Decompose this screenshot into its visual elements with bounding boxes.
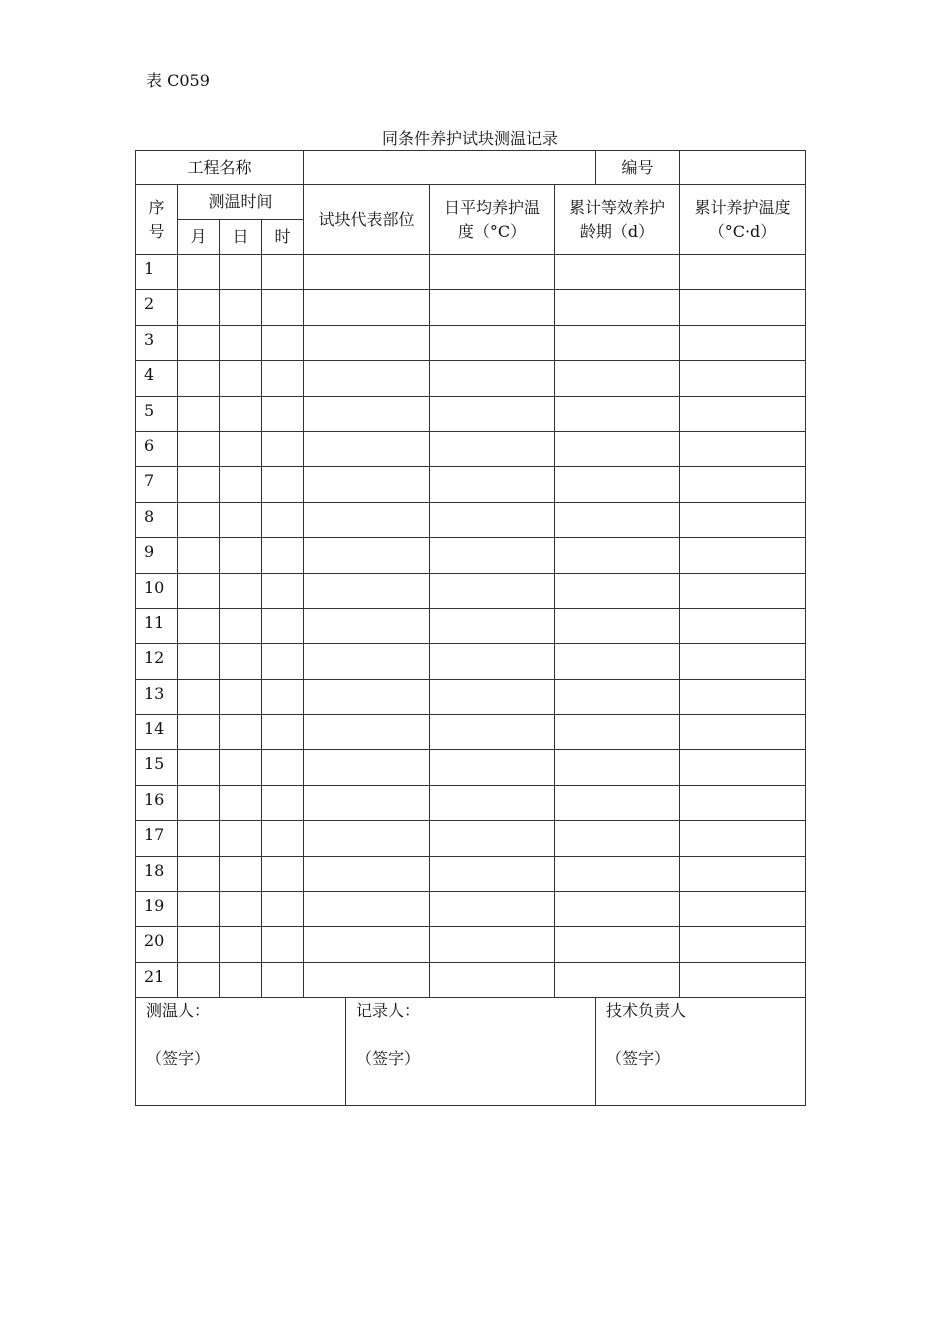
month-cell[interactable] bbox=[178, 927, 220, 962]
table-row bbox=[136, 856, 806, 891]
hour-cell[interactable] bbox=[262, 962, 304, 997]
table-row bbox=[136, 750, 806, 785]
hour-cell[interactable] bbox=[262, 255, 304, 290]
hour-cell[interactable] bbox=[262, 361, 304, 396]
table-row bbox=[136, 821, 806, 856]
equivalent-age-cell[interactable] bbox=[555, 927, 680, 962]
location-cell[interactable] bbox=[304, 325, 430, 360]
row-seq-number: 4 bbox=[136, 361, 178, 396]
day-cell[interactable] bbox=[220, 502, 262, 537]
seq-header bbox=[136, 185, 178, 255]
location-cell[interactable] bbox=[304, 396, 430, 431]
cumulative-temp-cell[interactable] bbox=[680, 396, 806, 431]
equivalent-age-cell[interactable] bbox=[555, 679, 680, 714]
row-seq-number: 21 bbox=[136, 962, 178, 997]
location-cell[interactable] bbox=[304, 927, 430, 962]
location-cell[interactable] bbox=[304, 821, 430, 856]
equivalent-age-cell[interactable] bbox=[555, 750, 680, 785]
hour-cell[interactable] bbox=[262, 396, 304, 431]
number-label: 编号 bbox=[596, 151, 680, 185]
cumulative-temp-cell[interactable] bbox=[680, 573, 806, 608]
table-row bbox=[136, 431, 806, 466]
avg-temp-header bbox=[430, 185, 555, 255]
day-cell[interactable] bbox=[220, 325, 262, 360]
table-row bbox=[136, 361, 806, 396]
avg-temp-cell[interactable] bbox=[430, 361, 555, 396]
equivalent-age-cell[interactable] bbox=[555, 856, 680, 891]
avg-temp-cell[interactable] bbox=[430, 644, 555, 679]
location-cell[interactable] bbox=[304, 255, 430, 290]
cumulative-temp-header-line1: 累计养护温度 bbox=[694, 197, 791, 217]
project-name-label: 工程名称 bbox=[136, 151, 304, 185]
table-row bbox=[136, 290, 806, 325]
location-cell[interactable] bbox=[304, 679, 430, 714]
hour-cell[interactable] bbox=[262, 892, 304, 927]
measurer-signature-cell[interactable] bbox=[136, 998, 346, 1106]
month-cell[interactable] bbox=[178, 467, 220, 502]
month-cell[interactable] bbox=[178, 679, 220, 714]
day-cell[interactable] bbox=[220, 821, 262, 856]
location-cell[interactable] bbox=[304, 750, 430, 785]
avg-temp-cell[interactable] bbox=[430, 325, 555, 360]
equivalent-age-header-line1: 累计等效养护 bbox=[569, 197, 666, 217]
project-name-field[interactable] bbox=[304, 151, 596, 185]
row-seq-number: 1 bbox=[136, 255, 178, 290]
signature-hint: （签字） bbox=[356, 1049, 421, 1069]
tech-lead-signature-label: 技术负责人 bbox=[606, 1001, 687, 1021]
cumulative-temp-cell[interactable] bbox=[680, 467, 806, 502]
cumulative-temp-cell[interactable] bbox=[680, 502, 806, 537]
month-cell[interactable] bbox=[178, 396, 220, 431]
day-cell[interactable] bbox=[220, 396, 262, 431]
avg-temp-cell[interactable] bbox=[430, 608, 555, 643]
location-cell[interactable] bbox=[304, 892, 430, 927]
month-cell[interactable] bbox=[178, 821, 220, 856]
hour-cell[interactable] bbox=[262, 573, 304, 608]
avg-temp-cell[interactable] bbox=[430, 502, 555, 537]
project-header-row bbox=[136, 151, 806, 185]
cumulative-temp-header bbox=[680, 185, 806, 255]
day-header: 日 bbox=[220, 220, 262, 255]
measurer-signature-label: 测温人： bbox=[146, 1001, 211, 1021]
hour-cell[interactable] bbox=[262, 856, 304, 891]
day-cell[interactable] bbox=[220, 962, 262, 997]
hour-cell[interactable] bbox=[262, 431, 304, 466]
equivalent-age-cell[interactable] bbox=[555, 361, 680, 396]
location-cell[interactable] bbox=[304, 290, 430, 325]
cumulative-temp-cell[interactable] bbox=[680, 679, 806, 714]
hour-cell[interactable] bbox=[262, 502, 304, 537]
day-cell[interactable] bbox=[220, 361, 262, 396]
hour-cell[interactable] bbox=[262, 821, 304, 856]
cumulative-temp-cell[interactable] bbox=[680, 361, 806, 396]
avg-temp-cell[interactable] bbox=[430, 715, 555, 750]
avg-temp-cell[interactable] bbox=[430, 679, 555, 714]
hour-cell[interactable] bbox=[262, 608, 304, 643]
equivalent-age-cell[interactable] bbox=[555, 396, 680, 431]
column-header-row bbox=[136, 185, 806, 220]
month-cell[interactable] bbox=[178, 785, 220, 820]
day-cell[interactable] bbox=[220, 467, 262, 502]
month-cell[interactable] bbox=[178, 502, 220, 537]
location-cell[interactable] bbox=[304, 785, 430, 820]
table-row bbox=[136, 785, 806, 820]
day-cell[interactable] bbox=[220, 856, 262, 891]
row-seq-number: 3 bbox=[136, 325, 178, 360]
signature-hint: （签字） bbox=[606, 1049, 671, 1069]
table-row bbox=[136, 679, 806, 714]
location-cell[interactable] bbox=[304, 502, 430, 537]
table-row bbox=[136, 927, 806, 962]
avg-temp-cell[interactable] bbox=[430, 785, 555, 820]
recorder-signature-label: 记录人： bbox=[356, 1001, 421, 1021]
row-seq-number: 7 bbox=[136, 467, 178, 502]
row-seq-number: 15 bbox=[136, 750, 178, 785]
location-cell[interactable] bbox=[304, 538, 430, 573]
hour-cell[interactable] bbox=[262, 538, 304, 573]
temperature-record-table bbox=[135, 150, 806, 1106]
equivalent-age-cell[interactable] bbox=[555, 608, 680, 643]
day-cell[interactable] bbox=[220, 892, 262, 927]
row-seq-number: 16 bbox=[136, 785, 178, 820]
day-cell[interactable] bbox=[220, 255, 262, 290]
day-cell[interactable] bbox=[220, 927, 262, 962]
avg-temp-cell[interactable] bbox=[430, 255, 555, 290]
seq-header-line2: 号 bbox=[148, 221, 165, 241]
avg-temp-cell[interactable] bbox=[430, 927, 555, 962]
hour-cell[interactable] bbox=[262, 785, 304, 820]
equivalent-age-header bbox=[555, 185, 680, 255]
row-seq-number: 14 bbox=[136, 715, 178, 750]
cumulative-temp-cell[interactable] bbox=[680, 892, 806, 927]
table-row bbox=[136, 644, 806, 679]
table-row bbox=[136, 573, 806, 608]
signature-hint: （签字） bbox=[146, 1049, 211, 1069]
recorder-signature-cell[interactable] bbox=[346, 998, 596, 1106]
hour-cell[interactable] bbox=[262, 290, 304, 325]
table-row bbox=[136, 608, 806, 643]
avg-temp-cell[interactable] bbox=[430, 750, 555, 785]
location-cell[interactable] bbox=[304, 962, 430, 997]
location-cell[interactable] bbox=[304, 431, 430, 466]
cumulative-temp-cell[interactable] bbox=[680, 962, 806, 997]
equivalent-age-cell[interactable] bbox=[555, 538, 680, 573]
month-cell[interactable] bbox=[178, 573, 220, 608]
day-cell[interactable] bbox=[220, 679, 262, 714]
avg-temp-cell[interactable] bbox=[430, 396, 555, 431]
month-cell[interactable] bbox=[178, 644, 220, 679]
equivalent-age-header-line2: 龄期（d） bbox=[579, 221, 655, 241]
cumulative-temp-cell[interactable] bbox=[680, 608, 806, 643]
number-field[interactable] bbox=[680, 151, 806, 185]
hour-cell[interactable] bbox=[262, 679, 304, 714]
location-cell[interactable] bbox=[304, 856, 430, 891]
equivalent-age-cell[interactable] bbox=[555, 255, 680, 290]
table-row bbox=[136, 962, 806, 997]
row-seq-number: 18 bbox=[136, 856, 178, 891]
equivalent-age-cell[interactable] bbox=[555, 644, 680, 679]
equivalent-age-cell[interactable] bbox=[555, 962, 680, 997]
equivalent-age-cell[interactable] bbox=[555, 573, 680, 608]
avg-temp-cell[interactable] bbox=[430, 431, 555, 466]
avg-temp-cell[interactable] bbox=[430, 573, 555, 608]
location-cell[interactable] bbox=[304, 467, 430, 502]
month-cell[interactable] bbox=[178, 892, 220, 927]
month-cell[interactable] bbox=[178, 290, 220, 325]
cumulative-temp-cell[interactable] bbox=[680, 325, 806, 360]
equivalent-age-cell[interactable] bbox=[555, 290, 680, 325]
month-cell[interactable] bbox=[178, 325, 220, 360]
day-cell[interactable] bbox=[220, 608, 262, 643]
table-row bbox=[136, 538, 806, 573]
month-cell[interactable] bbox=[178, 608, 220, 643]
form-title: 同条件养护试块测温记录 bbox=[381, 129, 558, 148]
table-row bbox=[136, 502, 806, 537]
month-cell[interactable] bbox=[178, 361, 220, 396]
avg-temp-cell[interactable] bbox=[430, 290, 555, 325]
avg-temp-header-line1: 日平均养护温 bbox=[444, 197, 541, 217]
hour-cell[interactable] bbox=[262, 644, 304, 679]
month-cell[interactable] bbox=[178, 715, 220, 750]
day-cell[interactable] bbox=[220, 785, 262, 820]
cumulative-temp-cell[interactable] bbox=[680, 255, 806, 290]
row-seq-number: 13 bbox=[136, 679, 178, 714]
location-cell[interactable] bbox=[304, 608, 430, 643]
month-cell[interactable] bbox=[178, 431, 220, 466]
day-cell[interactable] bbox=[220, 750, 262, 785]
table-row bbox=[136, 396, 806, 431]
day-cell[interactable] bbox=[220, 573, 262, 608]
location-cell[interactable] bbox=[304, 361, 430, 396]
cumulative-temp-cell[interactable] bbox=[680, 538, 806, 573]
table-row bbox=[136, 325, 806, 360]
table-row bbox=[136, 892, 806, 927]
cumulative-temp-cell[interactable] bbox=[680, 750, 806, 785]
row-seq-number: 5 bbox=[136, 396, 178, 431]
cumulative-temp-cell[interactable] bbox=[680, 821, 806, 856]
month-header: 月 bbox=[178, 220, 220, 255]
equivalent-age-cell[interactable] bbox=[555, 502, 680, 537]
avg-temp-cell[interactable] bbox=[430, 467, 555, 502]
cumulative-temp-cell[interactable] bbox=[680, 290, 806, 325]
avg-temp-cell[interactable] bbox=[430, 892, 555, 927]
cumulative-temp-cell[interactable] bbox=[680, 927, 806, 962]
row-seq-number: 9 bbox=[136, 538, 178, 573]
avg-temp-cell[interactable] bbox=[430, 538, 555, 573]
day-cell[interactable] bbox=[220, 431, 262, 466]
table-row bbox=[136, 255, 806, 290]
row-seq-number: 6 bbox=[136, 431, 178, 466]
equivalent-age-cell[interactable] bbox=[555, 467, 680, 502]
tech-lead-signature-cell[interactable] bbox=[596, 998, 806, 1106]
avg-temp-header-line2: 度（°C） bbox=[457, 221, 527, 241]
cumulative-temp-cell[interactable] bbox=[680, 785, 806, 820]
row-seq-number: 10 bbox=[136, 573, 178, 608]
equivalent-age-cell[interactable] bbox=[555, 325, 680, 360]
month-cell[interactable] bbox=[178, 255, 220, 290]
equivalent-age-cell[interactable] bbox=[555, 785, 680, 820]
table-row bbox=[136, 467, 806, 502]
row-seq-number: 11 bbox=[136, 608, 178, 643]
hour-cell[interactable] bbox=[262, 927, 304, 962]
month-cell[interactable] bbox=[178, 962, 220, 997]
hour-cell[interactable] bbox=[262, 715, 304, 750]
month-cell[interactable] bbox=[178, 856, 220, 891]
equivalent-age-cell[interactable] bbox=[555, 892, 680, 927]
form-code: 表 C059 bbox=[146, 71, 210, 90]
signature-row bbox=[136, 998, 806, 1106]
hour-header: 时 bbox=[262, 220, 304, 255]
day-cell[interactable] bbox=[220, 290, 262, 325]
cumulative-temp-cell[interactable] bbox=[680, 715, 806, 750]
equivalent-age-cell[interactable] bbox=[555, 715, 680, 750]
row-seq-number: 8 bbox=[136, 502, 178, 537]
day-cell[interactable] bbox=[220, 715, 262, 750]
equivalent-age-cell[interactable] bbox=[555, 431, 680, 466]
row-seq-number: 19 bbox=[136, 892, 178, 927]
hour-cell[interactable] bbox=[262, 325, 304, 360]
avg-temp-cell[interactable] bbox=[430, 821, 555, 856]
month-cell[interactable] bbox=[178, 750, 220, 785]
seq-header-line1: 序 bbox=[148, 197, 165, 217]
avg-temp-cell[interactable] bbox=[430, 856, 555, 891]
cumulative-temp-header-line2: （°C·d） bbox=[708, 221, 777, 241]
location-header: 试块代表部位 bbox=[304, 185, 430, 255]
row-seq-number: 12 bbox=[136, 644, 178, 679]
hour-cell[interactable] bbox=[262, 750, 304, 785]
day-cell[interactable] bbox=[220, 538, 262, 573]
row-seq-number: 17 bbox=[136, 821, 178, 856]
hour-cell[interactable] bbox=[262, 467, 304, 502]
month-cell[interactable] bbox=[178, 538, 220, 573]
cumulative-temp-cell[interactable] bbox=[680, 644, 806, 679]
equivalent-age-cell[interactable] bbox=[555, 821, 680, 856]
location-cell[interactable] bbox=[304, 715, 430, 750]
cumulative-temp-cell[interactable] bbox=[680, 431, 806, 466]
row-seq-number: 20 bbox=[136, 927, 178, 962]
row-seq-number: 2 bbox=[136, 290, 178, 325]
cumulative-temp-cell[interactable] bbox=[680, 856, 806, 891]
day-cell[interactable] bbox=[220, 644, 262, 679]
location-cell[interactable] bbox=[304, 644, 430, 679]
location-cell[interactable] bbox=[304, 573, 430, 608]
measure-time-header: 测温时间 bbox=[178, 185, 304, 220]
table-row bbox=[136, 715, 806, 750]
avg-temp-cell[interactable] bbox=[430, 962, 555, 997]
